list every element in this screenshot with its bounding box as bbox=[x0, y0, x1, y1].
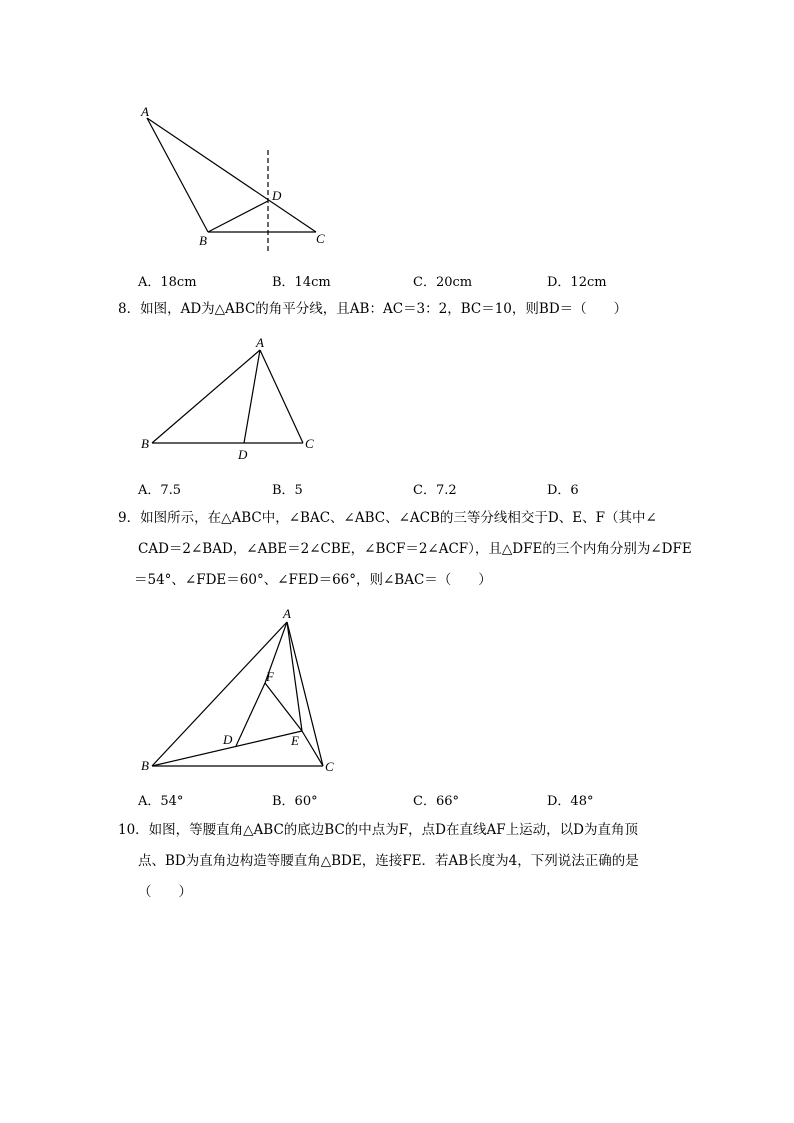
label-A: A bbox=[141, 104, 149, 119]
label-B: B bbox=[141, 758, 149, 773]
option-b: B．60° bbox=[272, 794, 318, 809]
q10-stem-line-3: （ ） bbox=[138, 884, 192, 900]
label-C: C bbox=[316, 231, 325, 246]
q9-stem-line-3: ＝54°、∠FDE＝60°、∠FED＝66°，则∠BAC＝（ ） bbox=[134, 572, 492, 588]
option-c: C．7.2 bbox=[413, 483, 457, 498]
option-a: A．7.5 bbox=[138, 483, 182, 498]
option-d: D．6 bbox=[547, 483, 579, 498]
q10-stem-line-2: 点、BD为直角边构造等腰直角△BDE，连接FE．若AB长度为4，下列说法正确的是 bbox=[138, 853, 639, 869]
option-b: B．14cm bbox=[272, 275, 331, 290]
label-D: D bbox=[238, 447, 248, 462]
q10-stem-line-1: 10．如图，等腰直角△ABC的底边BC的中点为F，点D在直线AF上运动，以D为直角顶 bbox=[118, 822, 638, 838]
q9-stem-line-2: CAD＝2∠BAD，∠ABE＝2∠CBE，∠BCF＝2∠ACF），且△DFE的三个内角分别为∠DFE bbox=[138, 541, 692, 557]
label-B: B bbox=[199, 233, 207, 248]
q8-stem: 8．如图，AD为△ABC的角平分线，且AB：AC＝3：2，BC＝10，则BD＝（ ） bbox=[118, 301, 628, 317]
label-C: C bbox=[305, 436, 314, 451]
label-C: C bbox=[325, 759, 334, 774]
figure-q7 bbox=[140, 104, 325, 253]
label-A: A bbox=[283, 606, 291, 621]
option-c: C．20cm bbox=[413, 275, 473, 290]
label-A: A bbox=[256, 335, 264, 350]
option-b: B．5 bbox=[272, 483, 303, 498]
option-d: D．48° bbox=[547, 794, 594, 809]
option-c: C．66° bbox=[413, 794, 459, 809]
label-E: E bbox=[291, 733, 299, 748]
option-d: D．12cm bbox=[547, 275, 607, 290]
label-B: B bbox=[141, 436, 149, 451]
label-F: F bbox=[266, 669, 274, 684]
figure-q9 bbox=[141, 606, 334, 774]
option-a: A．18cm bbox=[138, 275, 197, 290]
option-a: A．54° bbox=[138, 794, 184, 809]
figure-q8 bbox=[141, 335, 314, 462]
label-D: D bbox=[223, 732, 233, 747]
q9-stem-line-1: 9．如图所示，在△ABC中，∠BAC、∠ABC、∠ACB的三等分线相交于D、E、F（其中∠ bbox=[118, 510, 657, 526]
label-D: D bbox=[272, 188, 282, 203]
